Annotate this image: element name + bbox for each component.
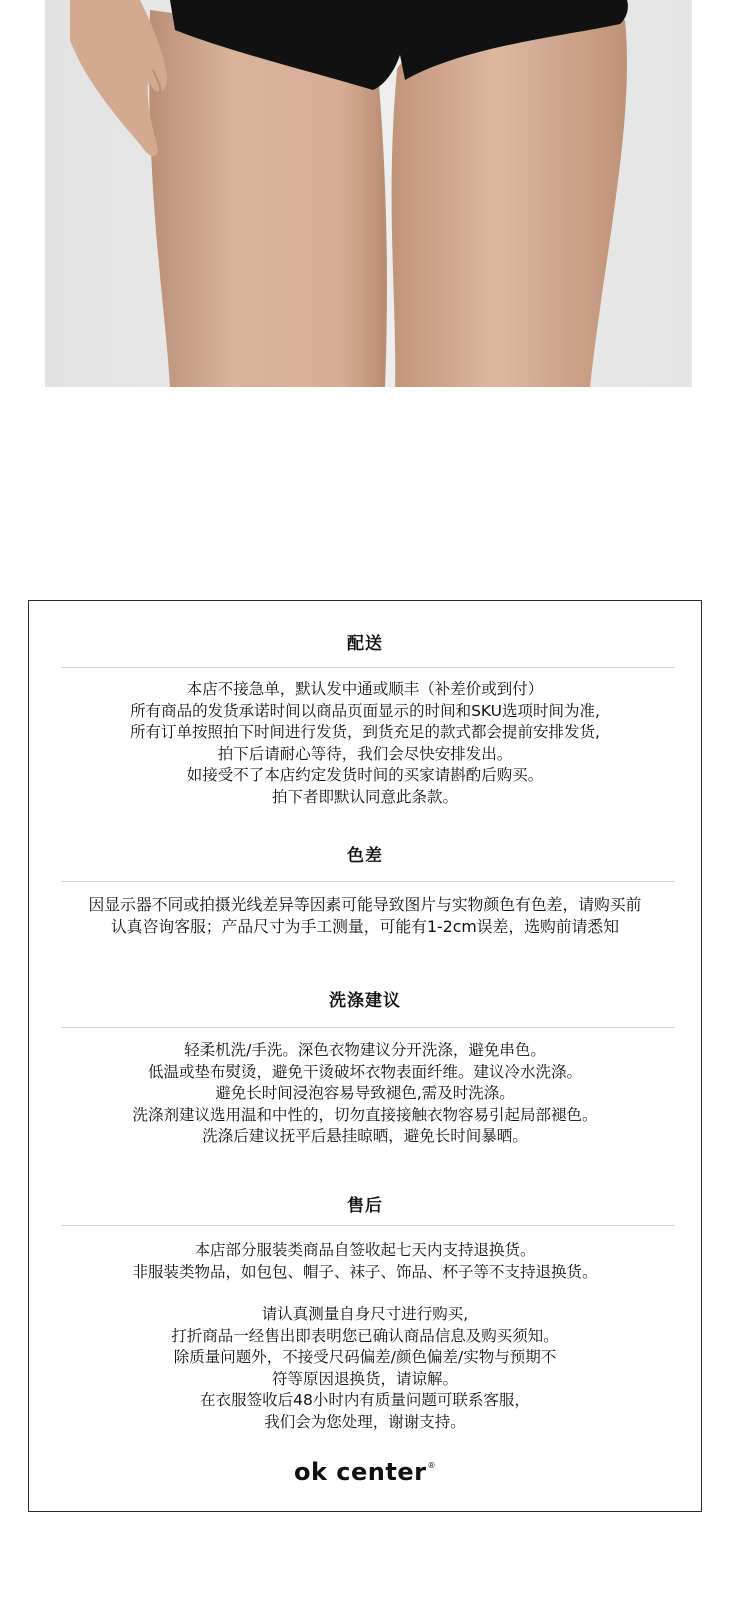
color-difference-text [29, 894, 701, 937]
divider [61, 881, 675, 882]
after-sales-line: 本店部分服装类商品自签收起七天内支持退换货。 [194, 1241, 536, 1259]
after-sales-title: 售后 [347, 1196, 383, 1216]
after-sales-line: 非服装类物品，如包包、帽子、袜子、饰品、杯子等不支持退换货。 [132, 1262, 598, 1281]
after-sales-line: 打折商品一经售出即表明您已确认商品信息及购买须知。 [171, 1326, 559, 1345]
washing-title: 洗涤建议 [329, 991, 401, 1011]
color-difference-line: 因显示器不同或拍摄光线差异等因素可能导致图片与实物颜色有色差，请购买前 [88, 895, 642, 914]
after-sales-notice-text [29, 1304, 701, 1433]
color-difference-line: 认真咨询客服；产品尺寸为手工测量，可能有1-2cm误差，选购前请悉知 [111, 916, 619, 936]
after-sales-line: 在衣服签收后48小时内有质量问题可联系客服， [200, 1391, 530, 1409]
shipping-text [29, 679, 701, 808]
washing-line: 避免长时间浸泡容易导致褪色,需及时洗涤。 [215, 1084, 515, 1102]
shipping-title: 配送 [347, 634, 383, 654]
after-sales-line: 我们会为您处理，谢谢支持。 [264, 1412, 466, 1431]
washing-line: 轻柔机洗/手洗。深色衣物建议分开洗涤，避免串色。 [184, 1041, 546, 1059]
product-photo [45, 0, 692, 387]
after-sales-line: 请认真测量自身尺寸进行购买, [261, 1305, 469, 1323]
washing-line: 洗涤后建议抚平后悬挂晾晒，避免长时间暴晒。 [202, 1127, 528, 1145]
divider [61, 1225, 675, 1226]
registered-mark: ® [427, 1461, 436, 1470]
shipping-line: 本店不接急单，默认发中通或顺丰（补差价或到付） [186, 680, 544, 698]
shipping-line: 如接受不了本店约定发货时间的买家请斟酌后购买。 [186, 766, 544, 784]
washing-line: 洗涤剂建议选用温和中性的，切勿直接接触衣物容易引起局部褪色。 [132, 1105, 598, 1124]
washing-line: 低温或垫布熨烫，避免干烫破坏衣物表面纤维。建议冷水洗涤。 [147, 1062, 582, 1081]
shipping-line: 拍下后请耐心等待，我们会尽快安排发出。 [217, 744, 513, 763]
divider [61, 1027, 675, 1028]
shipping-line: 所有订单按照拍下时间进行发货，到货充足的款式都会提前安排发货, [130, 723, 600, 741]
info-card [28, 600, 702, 1512]
shipping-line: 所有商品的发货承诺时间以商品页面显示的时间和SKU选项时间为准, [130, 701, 600, 720]
color-difference-title: 色差 [347, 846, 383, 866]
brand-logo [29, 1458, 701, 1486]
model-legs-illustration [45, 0, 692, 387]
brand-logo-text: ok center [294, 1458, 427, 1486]
after-sales-line: 符等原因退换货，请谅解。 [271, 1369, 458, 1388]
after-sales-policy-text [29, 1240, 701, 1283]
divider [61, 667, 675, 668]
right-leg [392, 20, 627, 387]
after-sales-line: 除质量问题外，不接受尺码偏差/颜色偏差/实物与预期不 [173, 1348, 557, 1366]
washing-text [29, 1040, 701, 1148]
shipping-line: 拍下者即默认同意此条款。 [271, 787, 458, 806]
